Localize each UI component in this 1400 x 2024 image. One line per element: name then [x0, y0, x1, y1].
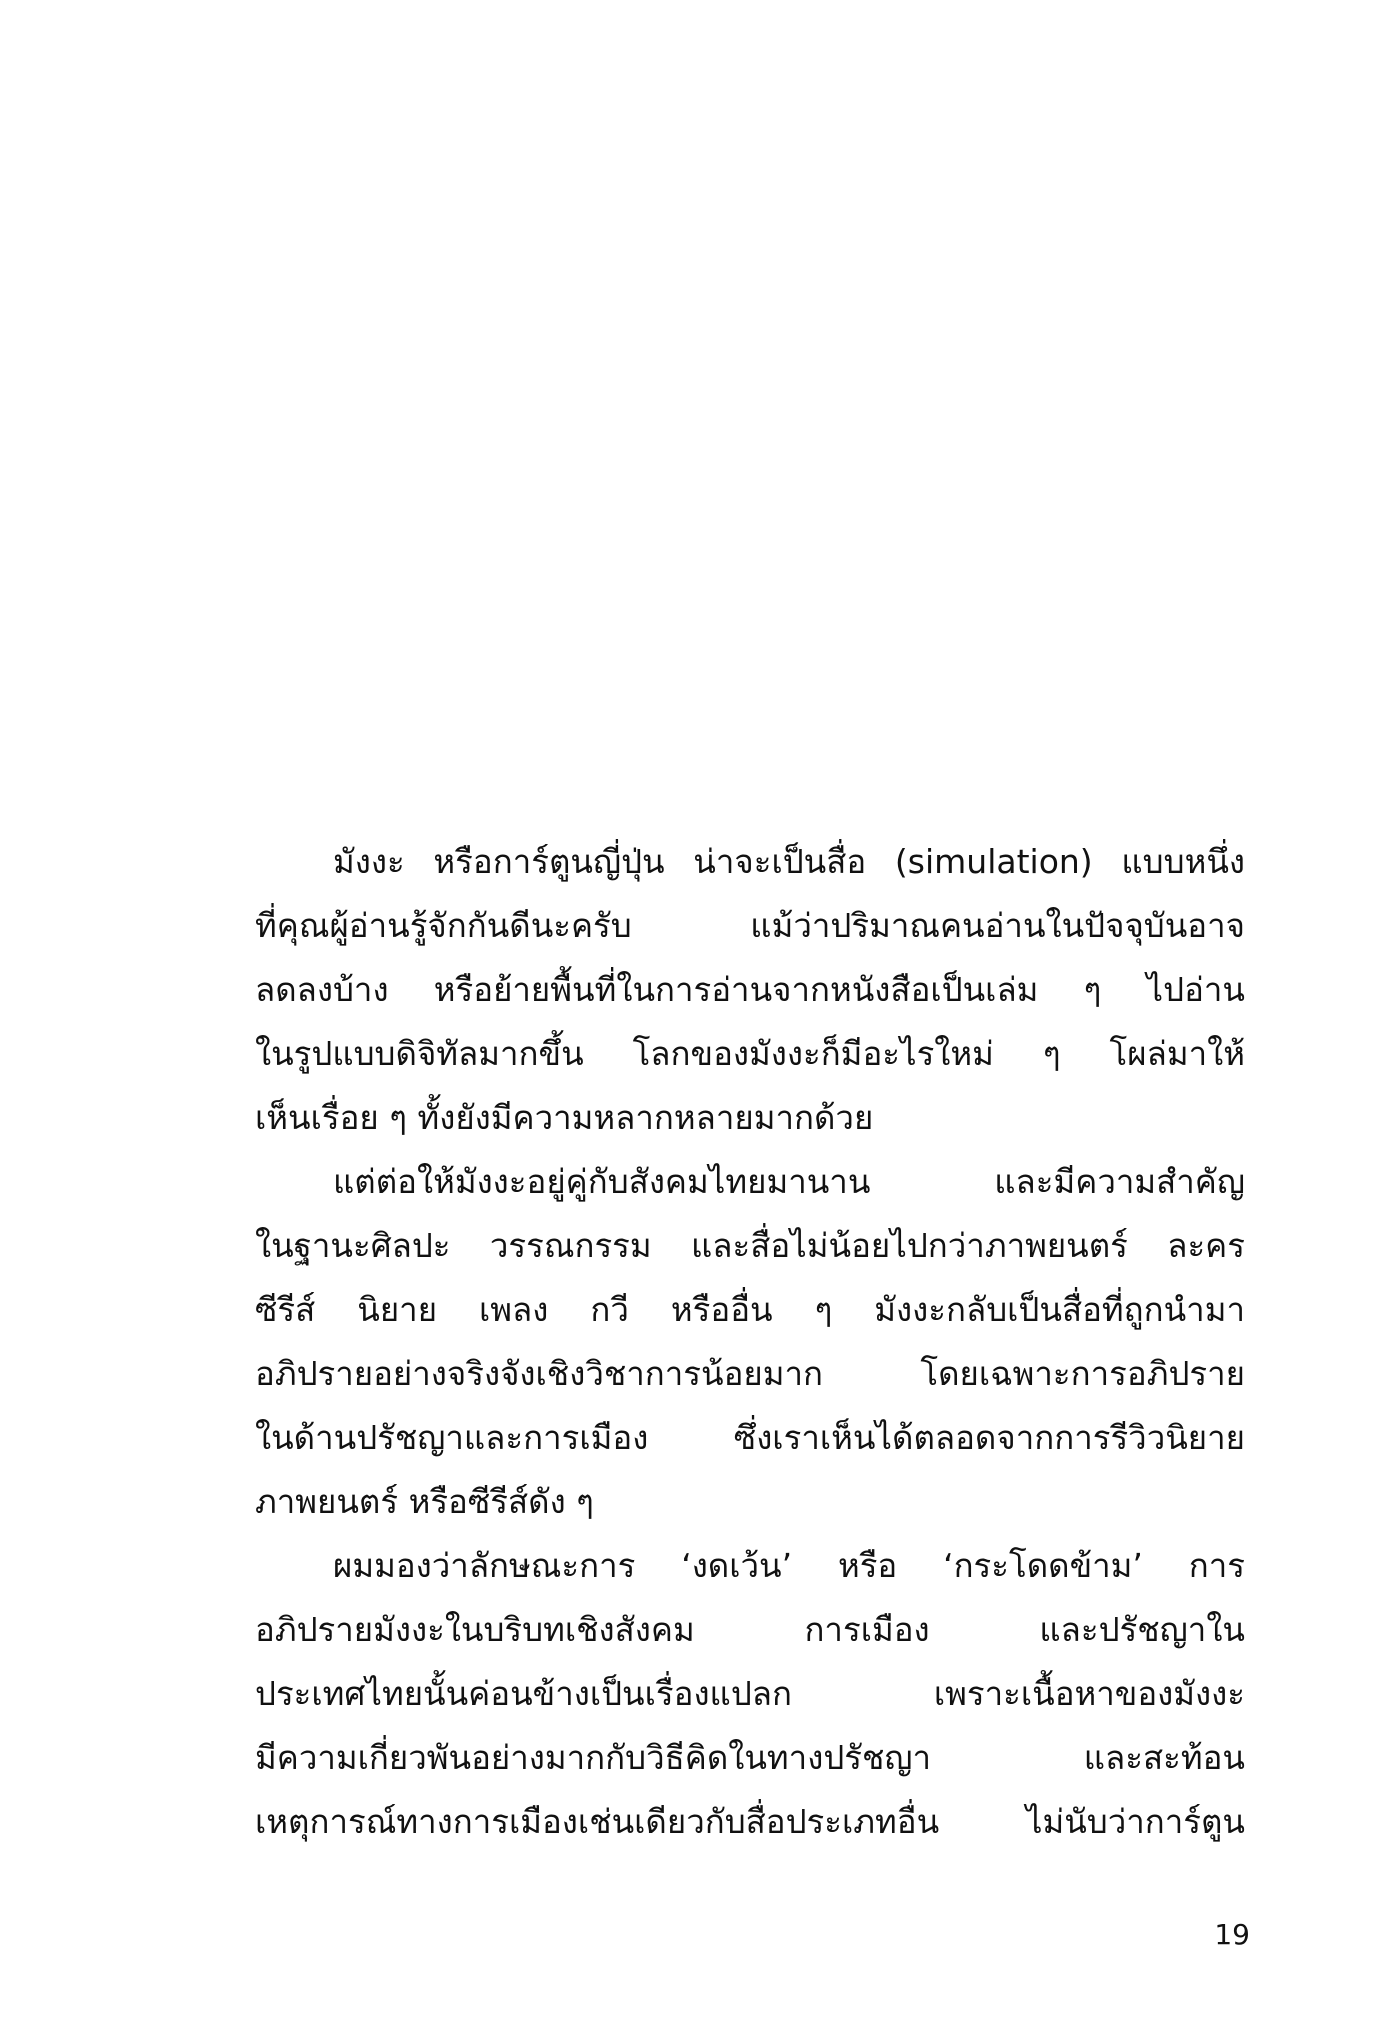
- paragraph-2-line-2: ในฐานะศิลปะ วรรณกรรม และสื่อไม่น้อยไปกว่าภาพยนตร์ ละคร: [255, 1226, 1245, 1265]
- paragraph-2-line-4: อภิปรายอย่างจริงจังเชิงวิชาการน้อยมาก โดยเฉพาะการอภิปราย: [255, 1354, 1245, 1393]
- paragraph-2-line-3: ซีรีส์ นิยาย เพลง กวี หรืออื่น ๆ มังงะกลับเป็นสื่อที่ถูกนำมา: [255, 1290, 1245, 1329]
- body-text: [255, 830, 1245, 1854]
- paragraph-1-line-2: ที่คุณผู้อ่านรู้จักกันดีนะครับ แม้ว่าปริมาณคนอ่านในปัจจุบันอาจ: [255, 906, 1245, 945]
- paragraph-2-line-6: ภาพยนตร์ หรือซีรีส์ดัง ๆ: [255, 1482, 594, 1521]
- paragraph-1-line-1: มังงะ หรือการ์ตูนญี่ปุ่น น่าจะเป็นสื่อ (simulation) แบบหนึ่ง: [333, 842, 1245, 881]
- paragraph-3-line-5: เหตุการณ์ทางการเมืองเช่นเดียวกับสื่อประเภทอื่น ไม่นับว่าการ์ตูน: [255, 1802, 1245, 1841]
- paragraph-1-line-4: ในรูปแบบดิจิทัลมากขึ้น โลกของมังงะก็มีอะไรใหม่ ๆ โผล่มาให้: [255, 1034, 1245, 1073]
- paragraph-3-line-2: อภิปรายมังงะในบริบทเชิงสังคม การเมือง และปรัชญาใน: [255, 1610, 1245, 1649]
- paragraph-1-line-3: ลดลงบ้าง หรือย้ายพื้นที่ในการอ่านจากหนังสือเป็นเล่ม ๆ ไปอ่าน: [255, 970, 1245, 1009]
- paragraph-3-line-1: ผมมองว่าลักษณะการ ‘งดเว้น’ หรือ ‘กระโดดข้าม’ การ: [333, 1546, 1245, 1585]
- paragraph-3-line-3: ประเทศไทยนั้นค่อนข้างเป็นเรื่องแปลก เพราะเนื้อหาของมังงะ: [255, 1674, 1245, 1713]
- paragraph-2-line-5: ในด้านปรัชญาและการเมือง ซึ่งเราเห็นได้ตลอดจากการรีวิวนิยาย: [255, 1418, 1245, 1457]
- paragraph-2-line-1: แต่ต่อให้มังงะอยู่คู่กับสังคมไทยมานาน และมีความสำคัญ: [333, 1162, 1245, 1201]
- page-number: 19: [1214, 1918, 1250, 1951]
- paragraph-1-line-5: เห็นเรื่อย ๆ ทั้งยังมีความหลากหลายมากด้วย: [255, 1098, 874, 1137]
- paragraph-3-line-4: มีความเกี่ยวพันอย่างมากกับวิธีคิดในทางปรัชญา และสะท้อน: [255, 1738, 1245, 1777]
